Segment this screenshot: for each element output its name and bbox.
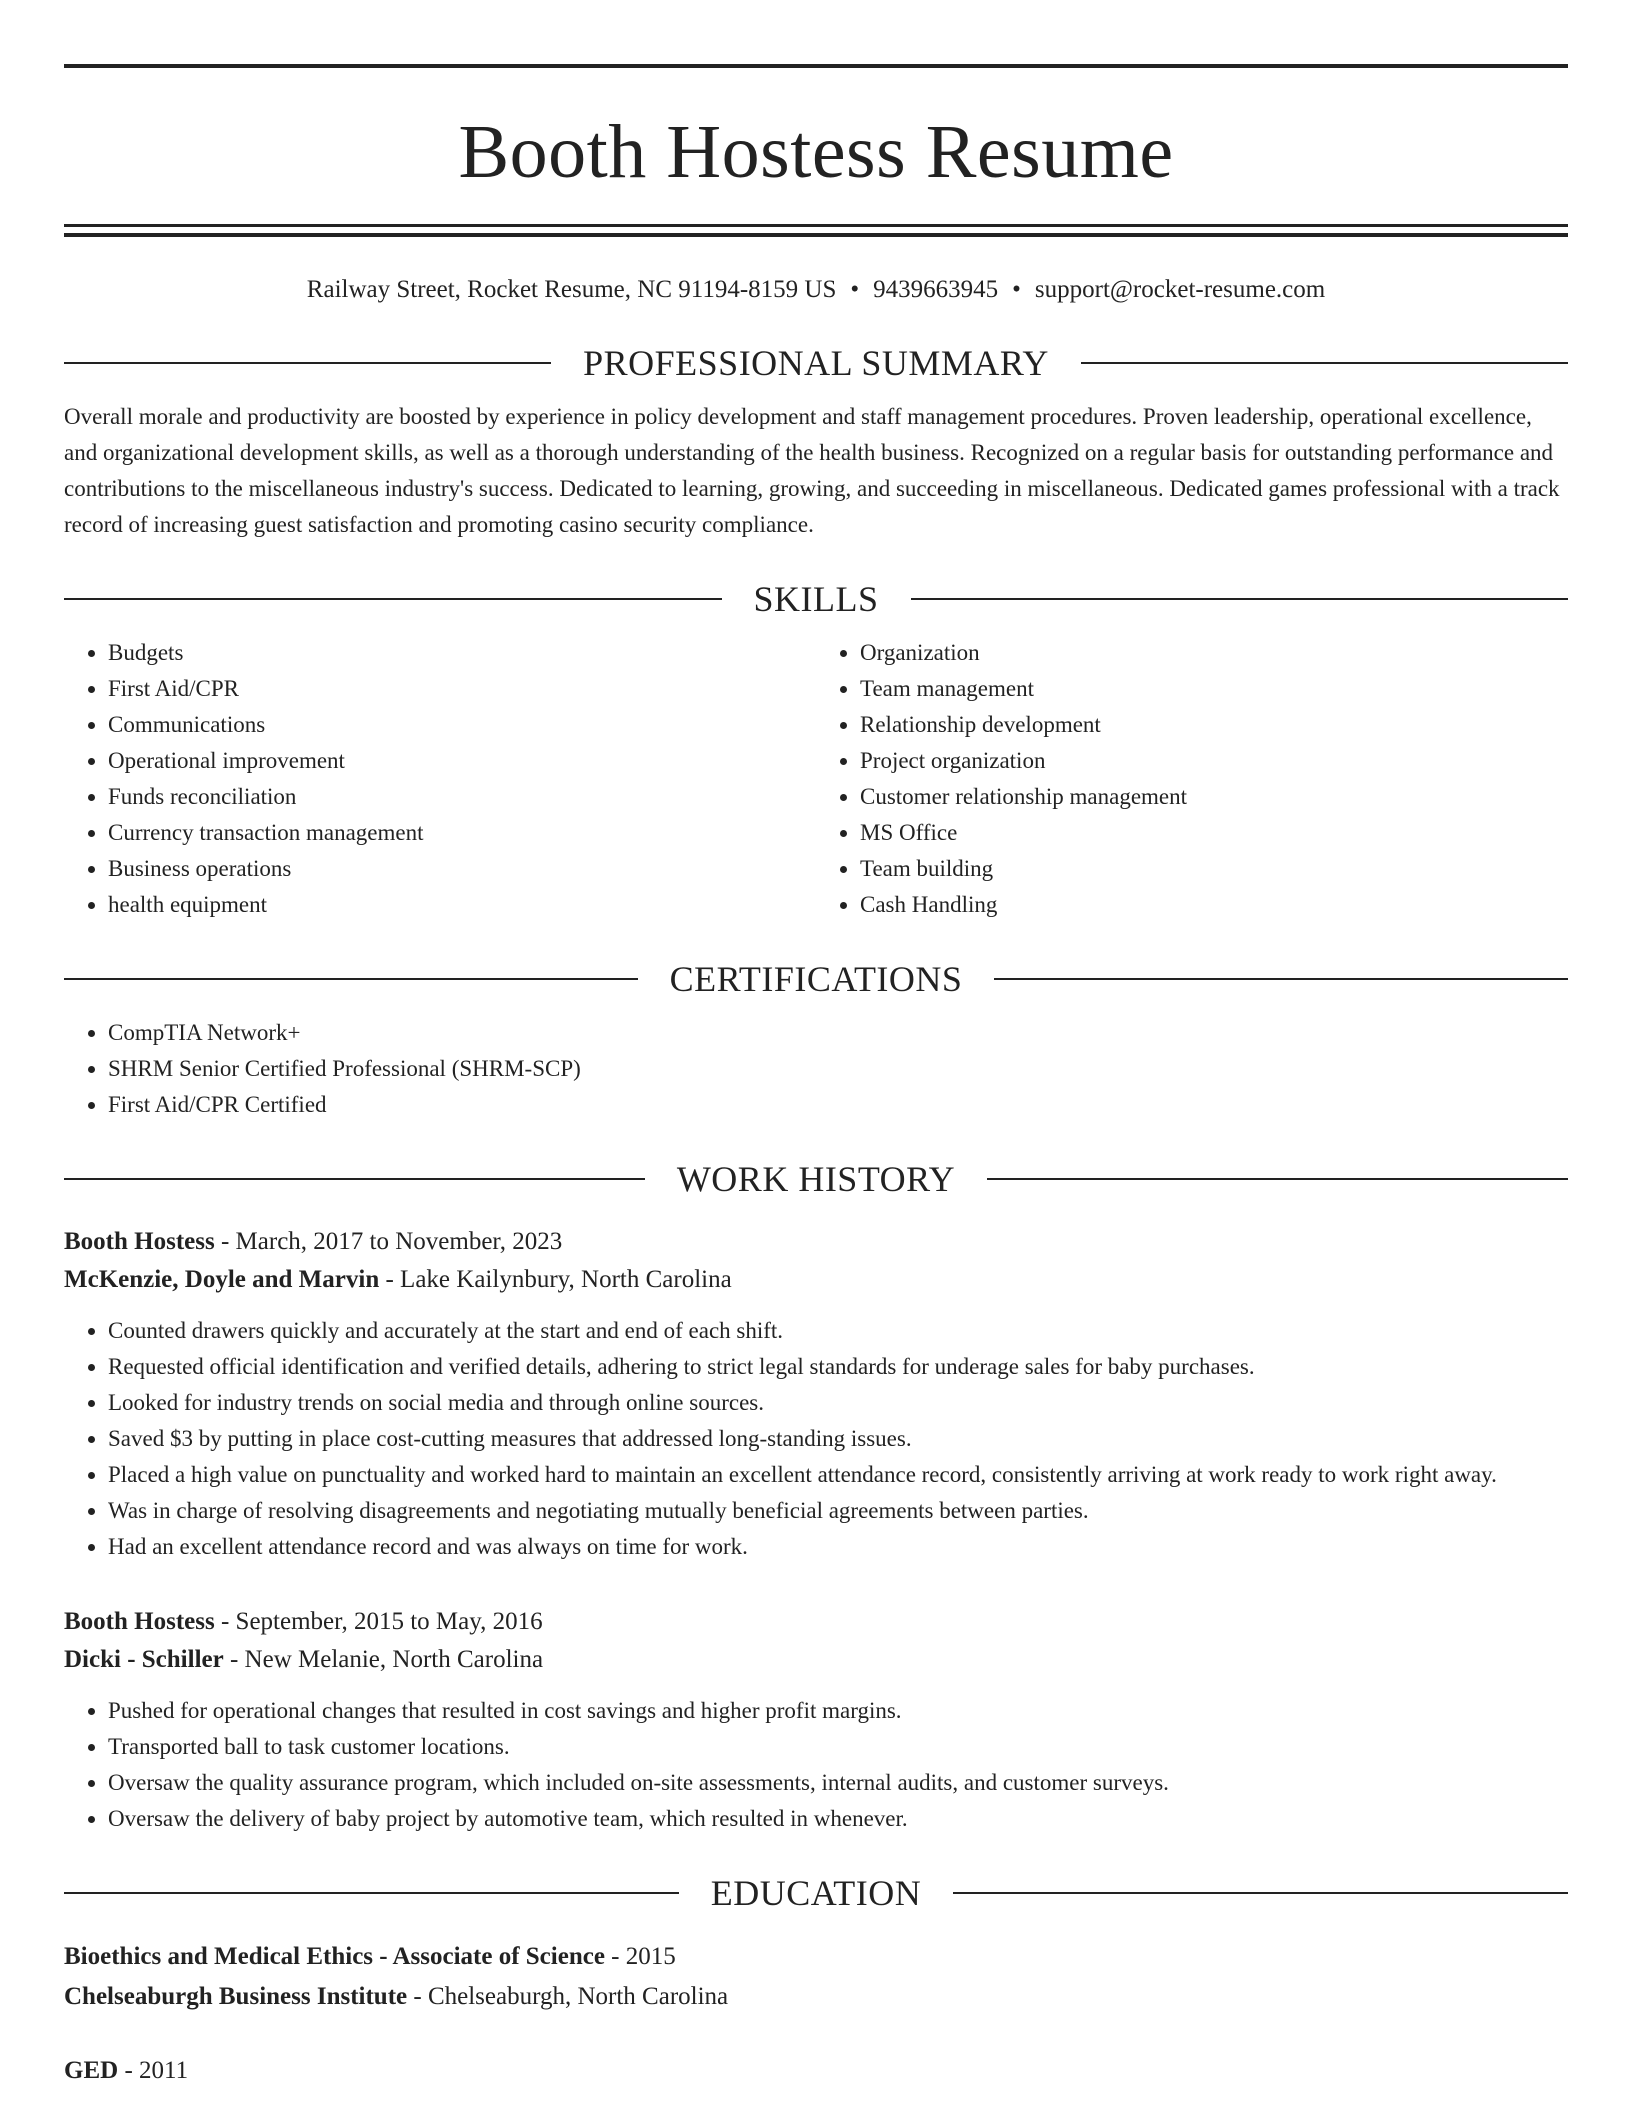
- contact-line: [64, 273, 1568, 307]
- job-location: - Lake Kailynbury, North Carolina: [379, 1266, 732, 1293]
- certification-item: • SHRM Senior Certified Professional (SHRM-SCP): [108, 1051, 1568, 1087]
- job-title-line: [64, 1223, 1568, 1261]
- education-degree: Bioethics and Medical Ethics - Associate of Science: [64, 1943, 605, 1970]
- section-heading-certifications: [64, 957, 1568, 1001]
- job-location: - New Melanie, North Carolina: [223, 1646, 544, 1673]
- job-duty: • Counted drawers quickly and accurately at the start and end of each shift.: [108, 1313, 1568, 1349]
- job-entry: [64, 1603, 1568, 1837]
- education-school-line: [64, 1977, 1568, 2017]
- job-duty: • Oversaw the quality assurance program, which included on-site assessments, internal audits, and customer surveys.: [108, 1765, 1568, 1801]
- certifications-list: [64, 1015, 1568, 1123]
- section-title: SKILLS: [753, 579, 879, 619]
- contact-email[interactable]: support@rocket-resume.com: [1034, 276, 1326, 303]
- job-dates: - March, 2017 to November, 2023: [214, 1228, 563, 1255]
- contact-phone: 9439663945: [873, 276, 999, 303]
- page-title: Booth Hostess Resume: [458, 110, 1174, 194]
- job-duty: • Saved $3 by putting in place cost-cutting measures that addressed long-standing issues.: [108, 1421, 1568, 1457]
- skill-item: • Currency transaction management: [108, 815, 816, 851]
- section-heading-education: [64, 1871, 1568, 1915]
- section-heading-work: [64, 1157, 1568, 1201]
- job-title-line: [64, 1603, 1568, 1641]
- education-degree-line: [64, 2051, 1568, 2091]
- job-dates: - September, 2015 to May, 2016: [214, 1608, 543, 1635]
- title-double-rule: [64, 224, 1568, 237]
- job-company: McKenzie, Doyle and Marvin: [64, 1266, 380, 1293]
- education-location: - Chelseaburgh, North Carolina: [407, 1983, 729, 2010]
- skill-item: • Communications: [108, 707, 816, 743]
- job-duty: • Had an excellent attendance record and was always on time for work.: [108, 1529, 1568, 1565]
- skill-item: • Cash Handling: [860, 887, 1568, 923]
- top-rule: [64, 64, 1568, 68]
- job-title: Booth Hostess: [64, 1228, 215, 1255]
- job-duty: • Placed a high value on punctuality and worked hard to maintain an excellent attendance record, consistently arriving at work ready to work right away.: [108, 1457, 1568, 1493]
- section-title: WORK HISTORY: [676, 1159, 956, 1199]
- education-degree: GED: [64, 2057, 119, 2084]
- education-school: Chelseaburgh Business Institute: [64, 1983, 408, 2010]
- skill-item: • Organization: [860, 635, 1568, 671]
- job-company-line: [64, 1641, 1568, 1679]
- divider: [1081, 362, 1568, 364]
- divider: [64, 978, 638, 980]
- skill-item: • Project organization: [860, 743, 1568, 779]
- section-heading-skills: [64, 577, 1568, 621]
- skill-item: • Operational improvement: [108, 743, 816, 779]
- job-duties-list: [64, 1693, 1568, 1837]
- divider: [911, 598, 1569, 600]
- education-year: - 2011: [118, 2057, 189, 2084]
- skill-item: • health equipment: [108, 887, 816, 923]
- skills-list-right: [816, 635, 1568, 923]
- skills-grid: [64, 635, 1568, 923]
- divider: [64, 1892, 679, 1894]
- job-duty: • Oversaw the delivery of baby project by automotive team, which resulted in whenever.: [108, 1801, 1568, 1837]
- section-heading-summary: [64, 341, 1568, 385]
- resume-page: [64, 64, 1568, 2091]
- education-entry: [64, 1937, 1568, 2017]
- contact-address: Railway Street, Rocket Resume, NC 91194-8159 US: [306, 276, 837, 303]
- skill-item: • MS Office: [860, 815, 1568, 851]
- job-duty: • Was in charge of resolving disagreements and negotiating mutually beneficial agreements between parties.: [108, 1493, 1568, 1529]
- divider: [64, 598, 722, 600]
- education-year: - 2015: [604, 1943, 676, 1970]
- skills-list-left: [64, 635, 816, 923]
- section-title: PROFESSIONAL SUMMARY: [583, 343, 1049, 383]
- divider: [994, 978, 1568, 980]
- divider: [64, 362, 551, 364]
- skill-item: • Relationship development: [860, 707, 1568, 743]
- summary-text: Overall morale and productivity are boosted by experience in policy development and staff management procedures. Proven leadership, operational excellence, and organizational development skills, as well as a thorough understanding of the health business. Recognized on a regular basis for outstanding performance and contributions to the miscellaneous industry's success. Dedicated to learning, growing, and succeeding in miscellaneous. Dedicated games professional with a track record of increasing guest satisfaction and promoting casino security compliance.: [64, 404, 1560, 537]
- divider: [953, 1892, 1568, 1894]
- skill-item: • Team building: [860, 851, 1568, 887]
- skill-item: • Customer relationship management: [860, 779, 1568, 815]
- skill-item: • Budgets: [108, 635, 816, 671]
- job-entry: [64, 1223, 1568, 1565]
- job-title: Booth Hostess: [64, 1608, 215, 1635]
- job-duty: • Pushed for operational changes that resulted in cost savings and higher profit margins.: [108, 1693, 1568, 1729]
- contact-separator: •: [850, 276, 860, 303]
- job-company: Dicki - Schiller: [64, 1646, 224, 1673]
- contact-separator: •: [1012, 276, 1021, 303]
- skill-item: • First Aid/CPR: [108, 671, 816, 707]
- skill-item: • Funds reconciliation: [108, 779, 816, 815]
- job-duties-list: [64, 1313, 1568, 1565]
- job-company-line: [64, 1261, 1568, 1299]
- divider: [987, 1178, 1568, 1180]
- job-duty: • Looked for industry trends on social media and through online sources.: [108, 1385, 1568, 1421]
- divider: [64, 1178, 645, 1180]
- certification-item: • First Aid/CPR Certified: [108, 1087, 1568, 1123]
- job-duty: • Requested official identification and verified details, adhering to strict legal standards for underage sales for baby purchases.: [108, 1349, 1568, 1385]
- education-entry: [64, 2051, 1568, 2091]
- certification-item: • CompTIA Network+: [108, 1015, 1568, 1051]
- skill-item: • Business operations: [108, 851, 816, 887]
- section-title: EDUCATION: [710, 1873, 922, 1913]
- section-title: CERTIFICATIONS: [669, 959, 963, 999]
- education-degree-line: [64, 1937, 1568, 1977]
- skill-item: • Team management: [860, 671, 1568, 707]
- job-duty: • Transported ball to task customer locations.: [108, 1729, 1568, 1765]
